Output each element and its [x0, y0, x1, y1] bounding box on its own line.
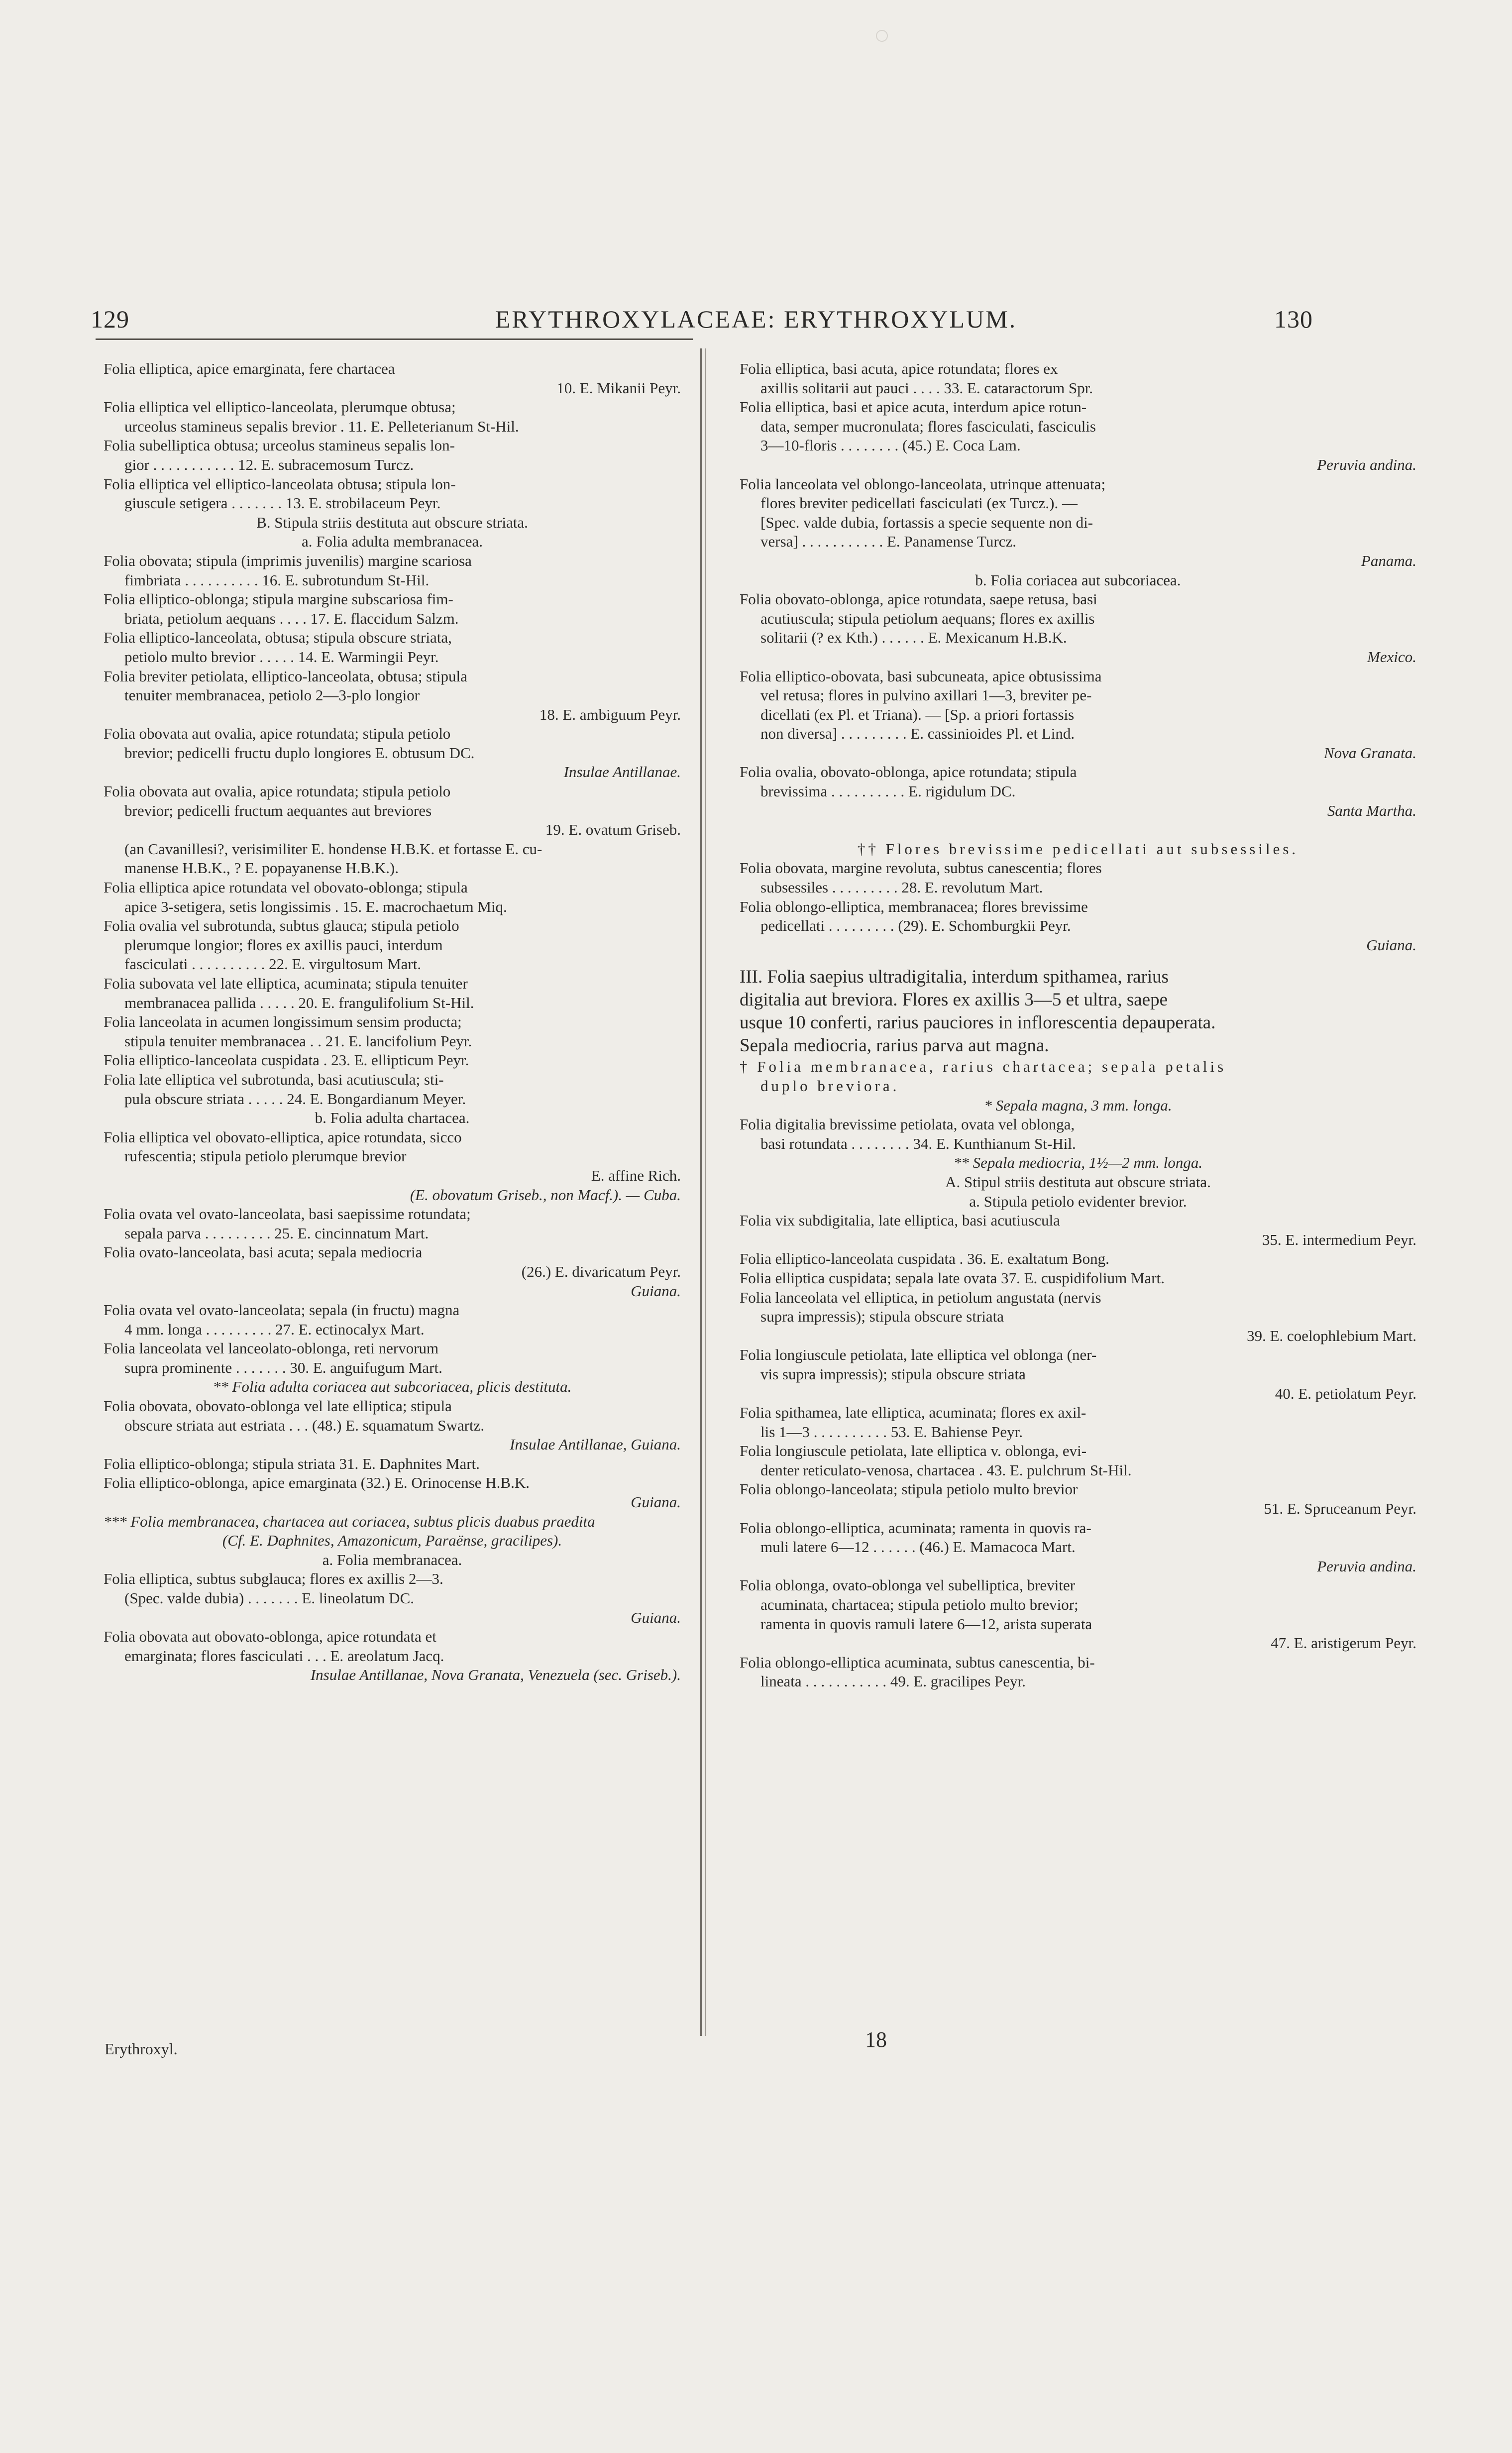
right-column-line: Folia obovata, margine revoluta, subtus canescentia; flores — [740, 859, 1102, 877]
right-column-line: Folia elliptica cuspidata; sepala late ovata 37. E. cuspidifolium Mart. — [740, 1269, 1165, 1287]
left-column-line: Folia elliptica apice rotundata vel obovato-oblonga; stipula — [104, 879, 468, 896]
right-column-line: Panama. — [1361, 552, 1416, 569]
left-column-line: manense H.B.K., ? E. popayanense H.B.K.). — [124, 859, 399, 877]
right-column-line: acutiuscula; stipula petiolum aequans; flores ex axillis — [760, 609, 1095, 627]
right-column-line: Folia oblonga, ovato-oblonga vel subelliptica, breviter — [740, 1576, 1076, 1594]
right-column-line: 40. E. petiolatum Peyr. — [1275, 1384, 1416, 1402]
left-column-line: 19. E. ovatum Griseb. — [545, 821, 681, 839]
left-column-line: b. Folia adulta chartacea. — [315, 1109, 470, 1127]
left-column-line: a. Folia membranacea. — [322, 1551, 462, 1568]
left-column-line: Folia elliptico-oblonga; stipula striata 31. E. Daphnites Mart. — [104, 1454, 480, 1472]
right-column-line: usque 10 conferti, rarius pauciores in inflorescentia depauperata. — [740, 1012, 1216, 1033]
right-column-line: supra impressis); stipula obscure striata — [760, 1308, 1004, 1326]
left-column-line: obscure striata aut estriata . . . (48.) E. squamatum Swartz. — [124, 1416, 485, 1434]
right-column-line: denter reticulato-venosa, chartacea . 43. E. pulchrum St-Hil. — [760, 1461, 1132, 1479]
right-column-line: flores breviter pedicellati fasciculati (ex Turcz.). — — [760, 494, 1078, 512]
right-column-line: solitarii (? ex Kth.) . . . . . . E. Mexicanum H.B.K. — [760, 629, 1067, 647]
running-title: ERYTHROXYLACEAE: ERYTHROXYLUM. — [495, 305, 1017, 333]
left-column-line: E. affine Rich. — [591, 1166, 681, 1184]
left-column-line: Folia obovata aut obovato-oblonga, apice rotundata et — [104, 1628, 436, 1646]
left-column-line: 10. E. Mikanii Peyr. — [556, 379, 681, 397]
right-column — [740, 359, 1416, 1691]
left-column-line: Folia elliptico-lanceolata cuspidata . 23. E. ellipticum Peyr. — [104, 1051, 469, 1069]
right-column-line: A. Stipul striis destituta aut obscure striata. — [945, 1173, 1211, 1191]
left-column-line: Folia elliptica vel elliptico-lanceolata obtusa; stipula lon- — [104, 475, 456, 493]
left-column-line: Folia elliptica, subtus subglauca; flores ex axillis 2—3. — [104, 1570, 443, 1588]
left-column-line: Folia elliptica vel elliptico-lanceolata, plerumque obtusa; — [104, 398, 456, 416]
left-column-line: Folia elliptico-oblonga, apice emarginata (32.) E. Orinocense H.B.K. — [104, 1474, 530, 1492]
left-column-line: 18. E. ambiguum Peyr. — [539, 705, 681, 723]
right-column-line: lis 1—3 . . . . . . . . . . 53. E. Bahiense Peyr. — [760, 1423, 1023, 1441]
left-column-line: B. Stipula striis destituta aut obscure striata. — [256, 513, 528, 531]
left-column-line: Folia ovato-lanceolata, basi acuta; sepala mediocria — [104, 1243, 423, 1261]
left-column-line: emarginata; flores fasciculati . . . E. areolatum Jacq. — [124, 1647, 444, 1665]
left-column-line: Folia ovata vel ovato-lanceolata; sepala (in fructu) magna — [104, 1301, 460, 1319]
left-column-line: stipula tenuiter membranacea . . 21. E. lancifolium Peyr. — [124, 1032, 472, 1050]
right-column-line: b. Folia coriacea aut subcoriacea. — [975, 571, 1181, 589]
right-column-line: * Sepala magna, 3 mm. longa. — [984, 1096, 1172, 1114]
right-column-line: Folia elliptico-obovata, basi subcuneata, apice obtusissima — [740, 667, 1102, 685]
left-column-line: (Cf. E. Daphnites, Amazonicum, Paraënse, gracilipes). — [222, 1532, 562, 1550]
right-column-line: Folia lanceolata vel elliptica, in petiolum angustata (nervis — [740, 1288, 1101, 1306]
left-column-line: Folia ovalia vel subrotunda, subtus glauca; stipula petiolo — [104, 917, 459, 935]
left-column-line: Folia obovata aut ovalia, apice rotundata; stipula petiolo — [104, 782, 451, 800]
left-column-line: tenuiter membranacea, petiolo 2—3-plo longior — [124, 686, 420, 704]
left-column-line: Insulae Antillanae, Nova Granata, Venezuela (sec. Griseb.). — [310, 1666, 681, 1684]
left-column-line: brevior; pedicelli fructu duplo longiores E. obtusum DC. — [124, 744, 475, 762]
right-column-line: a. Stipula petiolo evidenter brevior. — [969, 1192, 1187, 1210]
left-column-line: Folia ovata vel ovato-lanceolata, basi saepissime rotundata; — [104, 1205, 471, 1223]
left-column-line: sepala parva . . . . . . . . . 25. E. cincinnatum Mart. — [124, 1224, 429, 1242]
left-column-line: apice 3-setigera, setis longissimis . 15. E. macrochaetum Miq. — [124, 897, 507, 915]
left-column-line: Folia lanceolata in acumen longissimum sensim producta; — [104, 1013, 462, 1031]
right-column-line: Folia lanceolata vel oblongo-lanceolata, utrinque attenuata; — [740, 475, 1106, 493]
right-column-line: data, semper mucronulata; flores fasciculati, fasciculis — [760, 417, 1096, 435]
right-column-line: vel retusa; flores in pulvino axillari 1—3, breviter pe- — [760, 686, 1092, 704]
right-column-line: Folia elliptico-lanceolata cuspidata . 36. E. exaltatum Bong. — [740, 1250, 1109, 1268]
header-rule — [96, 338, 693, 340]
left-column-line: Folia elliptica vel obovato-elliptica, apice rotundata, sicco — [104, 1128, 462, 1146]
right-column-line: versa] . . . . . . . . . . . E. Panamense Turcz. — [760, 533, 1016, 551]
left-column-line: plerumque longior; flores ex axillis pauci, interdum — [124, 936, 443, 954]
right-column-line: Folia obovato-oblonga, apice rotundata, saepe retusa, basi — [740, 590, 1097, 608]
right-column-line: Folia digitalia brevissime petiolata, ovata vel oblonga, — [740, 1115, 1075, 1133]
left-column-line: Guiana. — [631, 1608, 681, 1626]
left-column-line: urceolus stamineus sepalis brevior . 11. E. Pelleterianum St-Hil. — [124, 417, 519, 435]
right-column-line: Peruvia andina. — [1317, 455, 1416, 473]
right-column-line: muli latere 6—12 . . . . . . (46.) E. Mamacoca Mart. — [760, 1538, 1076, 1556]
left-column — [104, 359, 681, 1685]
right-column-line: axillis solitarii aut pauci . . . . 33. E. cataractorum Spr. — [760, 379, 1093, 397]
right-column-line: †† Flores brevissime pedicellati aut subsessiles. — [857, 840, 1299, 858]
column-divider — [700, 348, 702, 2036]
right-column-line: Folia vix subdigitalia, late elliptica, basi acutiuscula — [740, 1212, 1060, 1229]
left-column-line: petiolo multo brevior . . . . . 14. E. Warmingii Peyr. — [124, 648, 439, 666]
right-column-line: Folia elliptica, basi et apice acuta, interdum apice rotun- — [740, 398, 1087, 416]
right-column-line: Folia elliptica, basi acuta, apice rotundata; flores ex — [740, 360, 1058, 377]
right-column-line: 51. E. Spruceanum Peyr. — [1264, 1500, 1416, 1518]
right-column-line: vis supra impressis); stipula obscure striata — [760, 1365, 1026, 1383]
left-column-line: (an Cavanillesi?, verisimiliter E. hondense H.B.K. et fortasse E. cu- — [124, 840, 542, 858]
right-column-line: lineata . . . . . . . . . . . 49. E. gracilipes Peyr. — [760, 1672, 1026, 1690]
left-column-line: Guiana. — [631, 1493, 681, 1511]
right-column-line: Nova Granata. — [1324, 744, 1416, 762]
right-column-line: Folia longiuscule petiolata, late elliptica v. oblonga, evi- — [740, 1442, 1087, 1460]
left-column-line: (Spec. valde dubia) . . . . . . . E. lineolatum DC. — [124, 1589, 414, 1607]
left-column-line: Folia late elliptica vel subrotunda, basi acutiuscula; sti- — [104, 1070, 444, 1088]
left-column-line: rufescentia; stipula petiolo plerumque brevior — [124, 1147, 407, 1165]
left-column-line: ** Folia adulta coriacea aut subcoriacea, plicis destituta. — [213, 1378, 572, 1396]
right-column-line: 3—10-floris . . . . . . . . (45.) E. Coca Lam. — [760, 437, 1021, 454]
left-column-line: Insulae Antillanae, Guiana. — [510, 1436, 681, 1453]
right-column-line: † Folia membranacea, rarius chartacea; sepala petalis — [740, 1058, 1227, 1076]
right-column-line: duplo breviora. — [760, 1077, 900, 1095]
left-column-line: a. Folia adulta membranacea. — [301, 533, 483, 551]
right-column-line: basi rotundata . . . . . . . . 34. E. Kunthianum St-Hil. — [760, 1134, 1076, 1152]
right-column-line: ramenta in quovis ramuli latere 6—12, arista superata — [760, 1615, 1092, 1633]
right-column-line: dicellati (ex Pl. et Triana). — [Sp. a priori fortassis — [760, 705, 1075, 723]
right-column-line: [Spec. valde dubia, fortassis a specie sequente non di- — [760, 513, 1093, 531]
left-column-line: giuscule setigera . . . . . . . 13. E. strobilaceum Peyr. — [124, 494, 441, 512]
right-column-line: Folia oblongo-elliptica acuminata, subtus canescentia, bi- — [740, 1653, 1095, 1671]
page-number-left: 129 — [91, 305, 129, 333]
left-column-line: Folia subovata vel late elliptica, acuminata; stipula tenuiter — [104, 975, 468, 992]
right-column-line: Peruvia andina. — [1317, 1557, 1416, 1575]
left-column-line: Folia breviter petiolata, elliptico-lanceolata, obtusa; stipula — [104, 667, 467, 685]
right-column-line: 39. E. coelophlebium Mart. — [1247, 1327, 1416, 1344]
right-column-line: Folia oblongo-elliptica, membranacea; flores brevissime — [740, 897, 1088, 915]
left-column-line: (26.) E. divaricatum Peyr. — [521, 1262, 681, 1280]
left-column-line: membranacea pallida . . . . . 20. E. frangulifolium St-Hil. — [124, 994, 474, 1011]
right-column-line: Guiana. — [1366, 936, 1416, 954]
left-column-line: supra prominente . . . . . . . 30. E. anguifugum Mart. — [124, 1358, 442, 1376]
left-column-line: Folia obovata, obovato-oblonga vel late elliptica; stipula — [104, 1397, 452, 1415]
signature-mark: 18 — [865, 2027, 887, 2052]
footer-label: Erythroxyl. — [105, 2040, 178, 2058]
left-column-line: Folia elliptico-lanceolata, obtusa; stipula obscure striata, — [104, 629, 452, 647]
right-column-line: III. Folia saepius ultradigitalia, interdum spithamea, rarius — [740, 967, 1169, 988]
right-column-line: Mexico. — [1367, 648, 1416, 666]
left-column-line: brevior; pedicelli fructum aequantes aut breviores — [124, 801, 432, 819]
right-column-line: Folia oblongo-lanceolata; stipula petiolo multo brevior — [740, 1480, 1078, 1498]
right-column-line: 35. E. intermedium Peyr. — [1262, 1230, 1416, 1248]
left-column-line: Folia obovata aut ovalia, apice rotundata; stipula petiolo — [104, 725, 451, 743]
column-divider-secondary — [705, 348, 706, 2036]
right-column-line: Sepala mediocria, rarius parva aut magna. — [740, 1035, 1049, 1056]
right-column-line: acuminata, chartacea; stipula petiolo multo brevior; — [760, 1596, 1079, 1614]
paper-blemish — [876, 30, 888, 42]
left-column-line: fasciculati . . . . . . . . . . 22. E. virgultosum Mart. — [124, 955, 422, 973]
right-column-line: pedicellati . . . . . . . . . (29). E. Schomburgkii Peyr. — [760, 917, 1071, 935]
left-column-line: Insulae Antillanae. — [563, 763, 681, 781]
left-column-line: Folia lanceolata vel lanceolato-oblonga, reti nervorum — [104, 1339, 439, 1357]
right-column-line: Folia spithamea, late elliptica, acuminata; flores ex axil- — [740, 1404, 1086, 1422]
left-column-line: 4 mm. longa . . . . . . . . . 27. E. ectinocalyx Mart. — [124, 1320, 425, 1338]
right-column-line — [740, 820, 1416, 840]
left-column-line: fimbriata . . . . . . . . . . 16. E. subrotundum St-Hil. — [124, 571, 430, 589]
right-column-line: 47. E. aristigerum Peyr. — [1271, 1634, 1416, 1652]
left-column-line: (E. obovatum Griseb., non Macf.). — Cuba. — [410, 1186, 681, 1204]
left-column-line: Guiana. — [631, 1282, 681, 1300]
page-number-right: 130 — [1274, 305, 1313, 333]
right-column-line: brevissima . . . . . . . . . . E. rigidulum DC. — [760, 782, 1016, 800]
left-column-line: Folia elliptico-oblonga; stipula margine subscariosa fim- — [104, 590, 453, 608]
right-column-line: digitalia aut breviora. Flores ex axillis 3—5 et ultra, saepe — [740, 990, 1168, 1010]
right-column-line: Folia longiuscule petiolata, late elliptica vel oblonga (ner- — [740, 1346, 1097, 1364]
right-column-line: Folia oblongo-elliptica, acuminata; ramenta in quovis ra- — [740, 1519, 1091, 1537]
left-column-line: pula obscure striata . . . . . 24. E. Bongardianum Meyer. — [124, 1090, 466, 1108]
right-column-line: Santa Martha. — [1327, 801, 1416, 819]
left-column-line: *** Folia membranacea, chartacea aut coriacea, subtus plicis duabus praedita — [104, 1512, 595, 1530]
right-column-line: non diversa] . . . . . . . . . E. cassinioides Pl. et Lind. — [760, 725, 1075, 743]
left-column-line: Folia obovata; stipula (imprimis juvenilis) margine scariosa — [104, 552, 472, 569]
left-column-line: gior . . . . . . . . . . . 12. E. subracemosum Turcz. — [124, 455, 414, 473]
right-column-line: ** Sepala mediocria, 1½—2 mm. longa. — [953, 1154, 1203, 1172]
left-column-line: Folia elliptica, apice emarginata, fere chartacea — [104, 360, 395, 377]
left-column-line: briata, petiolum aequans . . . . 17. E. flaccidum Salzm. — [124, 609, 459, 627]
right-column-line: Folia ovalia, obovato-oblonga, apice rotundata; stipula — [740, 763, 1077, 781]
right-column-line: subsessiles . . . . . . . . . 28. E. revolutum Mart. — [760, 879, 1043, 896]
left-column-line: Folia subelliptica obtusa; urceolus stamineus sepalis lon- — [104, 437, 455, 454]
